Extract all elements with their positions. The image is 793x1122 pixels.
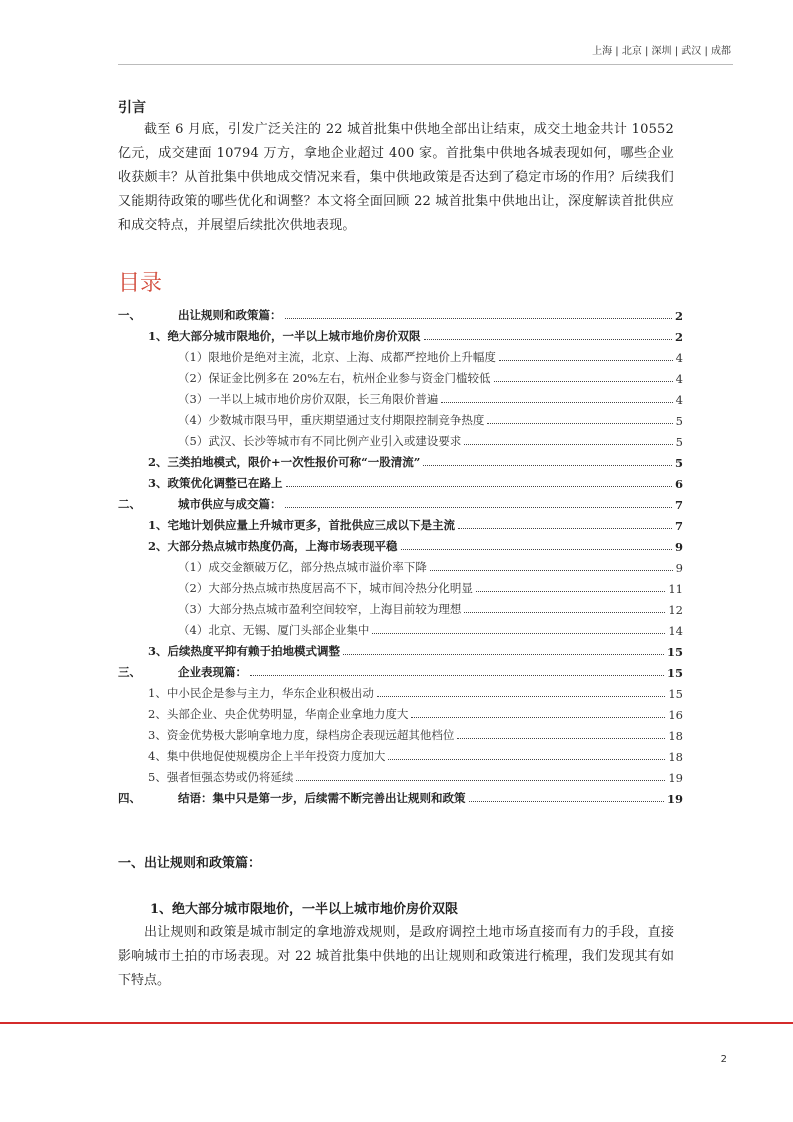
body-paragraph: 出让规则和政策是城市制定的拿地游戏规则，是政府调控土地市场直接而有力的手段，直接影响城市土拍的市场表现。对 22 城首批集中供地的出让规则和政策进行梳理，我们发现其有如下特点。 (118, 925, 674, 988)
toc-entry[interactable] (118, 788, 683, 806)
toc-entry[interactable] (148, 746, 683, 764)
toc-entry-page: 5 (675, 414, 683, 428)
intro-paragraph: 截至 6 月底，引发广泛关注的 22 城首批集中供地全部出让结束，成交土地金共计 10552 亿元，成交建面 10794 万方，拿地企业超过 400 家。首批集中供地各城表现如何，哪些企业收获颇丰？从首批集中供地成交情况来看，集中供地政策是否达到了稳定市场的作用？后续我们又能期待政策的哪些优化和调整？本文将全面回顾 22 城首批集中供地出让，深度解读首批供应和成交特点，并展望后续批次供地表现。 (118, 122, 674, 233)
toc-leader-dots (458, 527, 672, 529)
toc-entry-number: 3、 (148, 728, 167, 742)
toc-entry-number: 3、 (148, 644, 168, 658)
toc-entry-label: 少数城市限马甲，重庆期望通过支付期限控制竞争热度 (208, 413, 485, 427)
toc-entry-label: 强者恒强态势或仍将延续 (166, 770, 294, 784)
toc-leader-dots (250, 674, 664, 676)
toc-entry[interactable] (118, 662, 683, 680)
toc-entry[interactable] (148, 704, 683, 722)
toc-entry-label: 一半以上城市地价房价双限，长三角限价普遍 (208, 392, 439, 406)
toc-leader-dots (296, 779, 665, 781)
toc-entry-number: （3） (178, 392, 209, 406)
toc-entry[interactable] (148, 683, 683, 701)
toc-entry[interactable] (118, 305, 683, 323)
toc-entry-page: 14 (668, 624, 683, 638)
toc-leader-dots (499, 359, 673, 361)
toc-entry-label: 中小民企是参与主力，华东企业积极出动 (166, 686, 374, 700)
toc-entry-label: 限地价是绝对主流，北京、上海、成都严控地价上升幅度 (208, 350, 496, 364)
toc-entry-label: 集中供地促使规模房企上半年投资力度加大 (166, 749, 386, 763)
toc-entry-number: （4） (178, 623, 209, 637)
toc-entry-label: 宅地计划供应量上升城市更多，首批供应三成以下是主流 (167, 518, 456, 532)
toc-entry[interactable] (178, 431, 683, 449)
header-cities: 上海 | 北京 | 深圳 | 武汉 | 成都 (592, 46, 731, 57)
toc-entry-label: 头部企业、央企优势明显，华南企业拿地力度大 (166, 707, 409, 721)
toc-entry-page: 4 (675, 372, 683, 386)
toc-entry-number: （5） (178, 434, 209, 448)
toc-entry[interactable] (148, 767, 683, 785)
toc-entry-label: 大部分热点城市热度仍高，上海市场表现平稳 (167, 539, 398, 553)
toc-entry[interactable] (148, 473, 683, 491)
toc-entry-label: 政策优化调整已在路上 (167, 476, 283, 490)
toc-entry[interactable] (178, 410, 683, 428)
toc-entry-number: （1） (178, 560, 209, 574)
toc-entry-label: 成交金额破万亿，部分热点城市溢价率下降 (208, 560, 427, 574)
toc-leader-dots (441, 401, 672, 403)
toc-leader-dots (494, 380, 673, 382)
toc-entry-page: 9 (675, 561, 683, 575)
toc-entry-page: 15 (668, 687, 683, 701)
toc-entry-number: （4） (178, 413, 209, 427)
toc-entry-label: 结语：集中只是第一步，后续需不断完善出让规则和政策 (178, 791, 466, 805)
toc-leader-dots (476, 590, 666, 592)
toc-entry-number: 三、 (118, 665, 141, 679)
toc-entry-label: 大部分热点城市盈利空间较窄，上海目前较为理想 (208, 602, 462, 616)
toc-entry-page: 2 (674, 330, 683, 344)
toc-entry-number: 2、 (148, 455, 168, 469)
toc-entry-number: 四、 (118, 791, 141, 805)
toc-heading: 目录 (118, 271, 163, 296)
toc-entry-page: 7 (674, 519, 683, 533)
toc-entry[interactable] (178, 578, 683, 596)
toc-entry-label: 三类拍地模式，限价+一次性报价可称“一股清流” (167, 455, 421, 469)
toc-entry-label: 武汉、长沙等城市有不同比例产业引入或建设要求 (208, 434, 462, 448)
toc-entry-page: 7 (674, 498, 683, 512)
toc-entry-label: 企业表现篇： (178, 665, 247, 679)
toc-entry-label: 绝大部分城市限地价，一半以上城市地价房价双限 (167, 329, 421, 343)
toc-leader-dots (457, 737, 665, 739)
toc-entry-page: 19 (666, 792, 683, 806)
toc-entry-number: 2、 (148, 539, 168, 553)
toc-entry-number: 3、 (148, 476, 168, 490)
toc-entry-label: 资金优势极大影响拿地力度，绿档房企表现远超其他档位 (166, 728, 455, 742)
toc-entry-number: 1、 (148, 329, 168, 343)
toc-entry[interactable] (178, 599, 683, 617)
header-divider (118, 64, 733, 65)
toc-entry-number: 1、 (148, 686, 167, 700)
toc-entry-number: （3） (178, 602, 209, 616)
page-number: 2 (720, 1054, 727, 1065)
toc-leader-dots (430, 569, 673, 571)
toc-entry[interactable] (178, 368, 683, 386)
toc-entry[interactable] (148, 536, 683, 554)
toc-leader-dots (343, 653, 664, 655)
toc-entry[interactable] (148, 725, 683, 743)
toc-entry-page: 16 (668, 708, 683, 722)
toc-leader-dots (388, 758, 665, 760)
toc-entry[interactable] (178, 389, 683, 407)
toc-leader-dots (286, 485, 672, 487)
toc-entry-number: （2） (178, 371, 209, 385)
toc-leader-dots (285, 317, 672, 319)
toc-entry[interactable] (148, 452, 683, 470)
toc-entry[interactable] (148, 641, 683, 659)
toc-entry-label: 大部分热点城市热度居高不下，城市间冷热分化明显 (208, 581, 473, 595)
toc-entry[interactable] (148, 515, 683, 533)
toc-entry-label: 出让规则和政策篇： (178, 308, 282, 322)
toc-entry[interactable] (178, 347, 683, 365)
toc-leader-dots (285, 506, 672, 508)
toc-leader-dots (411, 716, 665, 718)
toc-leader-dots (464, 443, 672, 445)
toc-entry-number: （1） (178, 350, 209, 364)
toc-leader-dots (423, 464, 672, 466)
toc-entry[interactable] (148, 326, 683, 344)
toc-leader-dots (424, 338, 672, 340)
toc-entry[interactable] (118, 494, 683, 512)
toc-entry-label: 保证金比例多在 20%左右，杭州企业参与资金门槛较低 (208, 371, 491, 385)
toc-entry[interactable] (178, 620, 683, 638)
toc-entry[interactable] (178, 557, 683, 575)
toc-entry-number: 一、 (118, 308, 141, 322)
subsection-heading: 1、绝大部分城市限地价，一半以上城市地价房价双限 (150, 902, 459, 917)
toc-entry-page: 11 (668, 582, 683, 596)
toc-entry-number: 5、 (148, 770, 167, 784)
toc-leader-dots (372, 632, 665, 634)
toc-entry-page: 9 (674, 540, 683, 554)
toc-entry-page: 5 (674, 456, 683, 470)
toc-leader-dots (487, 422, 672, 424)
toc-entry-label: 后续热度平抑有赖于拍地模式调整 (167, 644, 341, 658)
toc-entry-page: 2 (674, 309, 683, 323)
toc-entry-page: 15 (666, 645, 683, 659)
toc-entry-number: （2） (178, 581, 209, 595)
toc-leader-dots (464, 611, 665, 613)
toc-entry-page: 12 (668, 603, 683, 617)
toc-entry-label: 北京、无锡、厦门头部企业集中 (208, 623, 370, 637)
toc-leader-dots (401, 548, 672, 550)
toc-entry-page: 18 (668, 750, 683, 764)
toc-leader-dots (469, 800, 664, 802)
intro-title: 引言 (118, 100, 146, 116)
toc-entry-page: 19 (668, 771, 683, 785)
toc-entry-number: 1、 (148, 518, 168, 532)
toc-entry-page: 6 (674, 477, 683, 491)
toc-entry-page: 18 (668, 729, 683, 743)
toc-entry-label: 城市供应与成交篇： (178, 497, 282, 511)
toc-entry-page: 15 (666, 666, 683, 680)
section-heading: 一、出让规则和政策篇： (118, 856, 262, 871)
toc-entry-page: 5 (675, 435, 683, 449)
toc-leader-dots (377, 695, 666, 697)
footer-divider (0, 1022, 793, 1024)
toc-entry-page: 4 (675, 393, 683, 407)
toc-entry-number: 4、 (148, 749, 167, 763)
toc-entry-number: 2、 (148, 707, 167, 721)
toc-entry-page: 4 (675, 351, 683, 365)
toc-entry-number: 二、 (118, 497, 141, 511)
